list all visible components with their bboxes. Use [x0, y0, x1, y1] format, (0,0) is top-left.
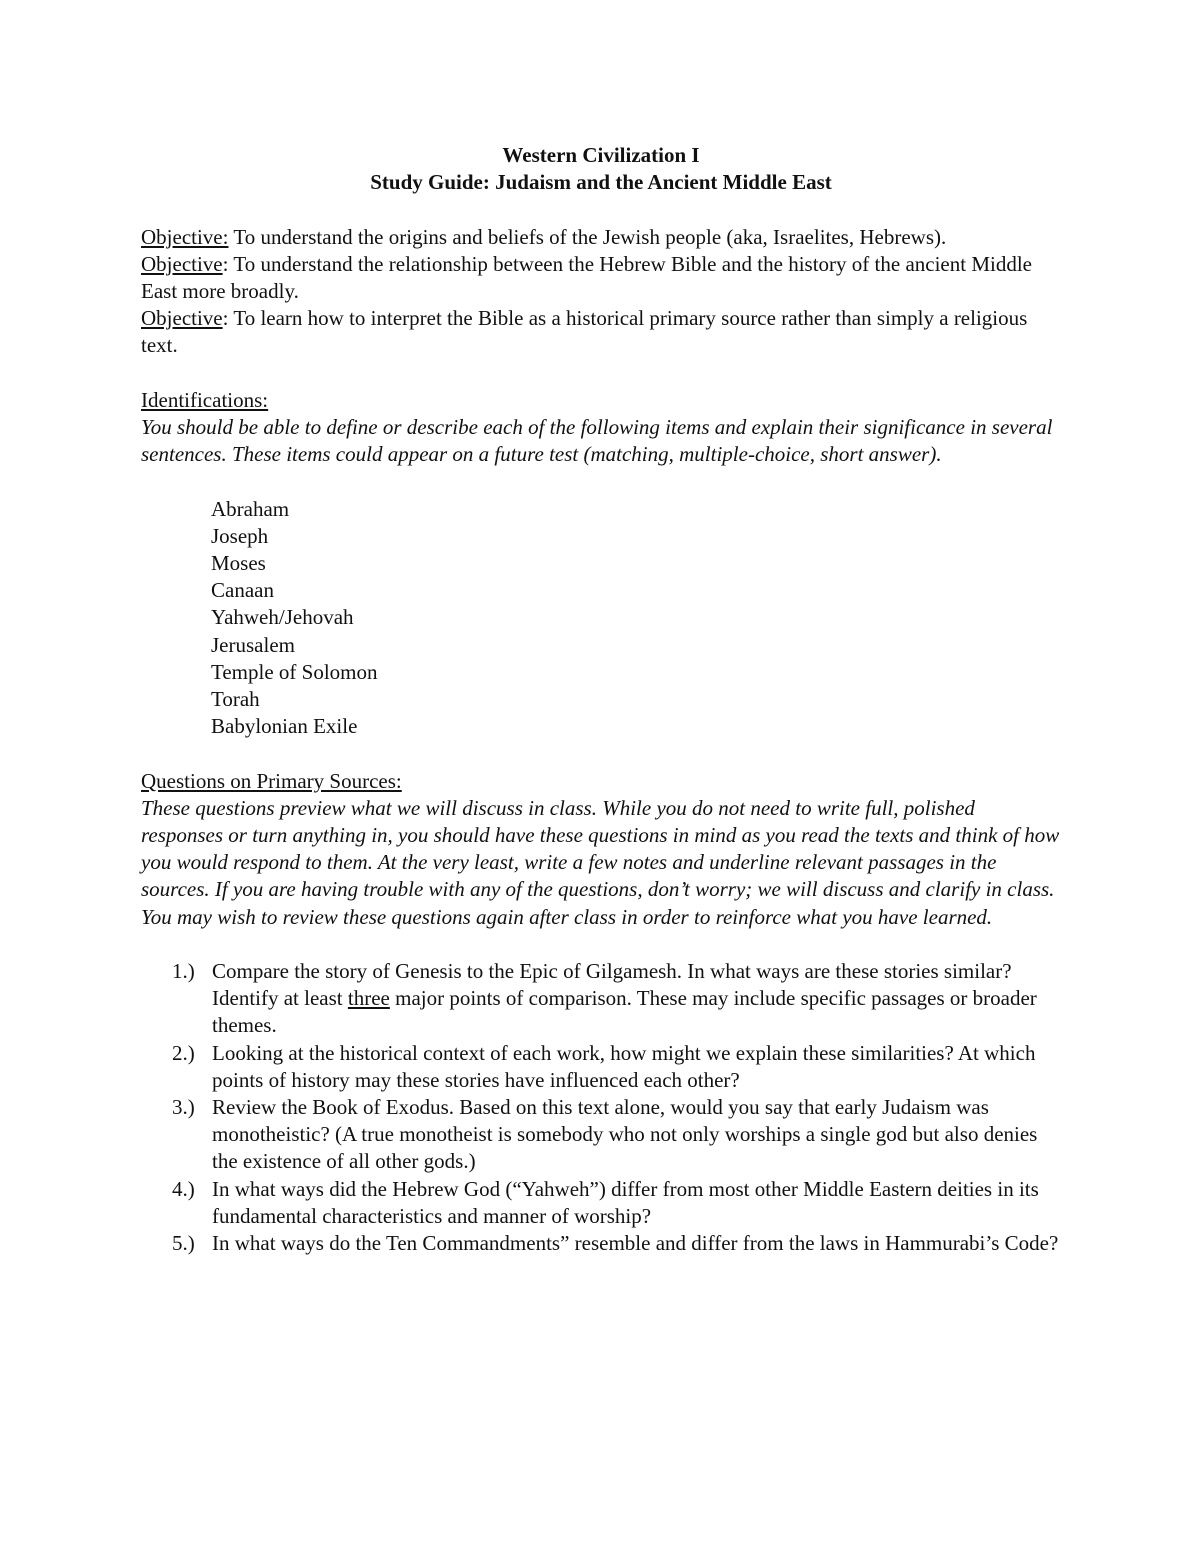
- question-text: major points of comparison. These may include specific passages or broader themes.: [212, 986, 1037, 1038]
- list-item: Babylonian Exile: [211, 714, 358, 739]
- question-1: [141, 958, 1061, 1040]
- spacer: [141, 740, 1061, 767]
- question-2: [141, 1040, 1061, 1094]
- list-item: Temple of Solomon: [211, 659, 378, 684]
- question-number: 2.): [172, 1040, 195, 1065]
- question-number: 3.): [172, 1095, 195, 1120]
- spacer: [141, 931, 1061, 958]
- list-item: Joseph: [211, 523, 269, 548]
- question-text: Review the Book of Exodus. Based on this text alone, would you say that early Judaism was monotheistic? (A true monotheist is somebody who not only worships a single god but also denies the existence of all other gods.): [212, 1095, 1038, 1174]
- question-5: [141, 1230, 1061, 1257]
- question-text: In what ways do the Ten Commandments” resemble and differ from the laws in Hammurabi’s Code?: [212, 1231, 1059, 1256]
- identifications-instructions: You should be able to define or describe each of the following items and explain their significance in several sentences. These items could appear on a future test (matching, multiple-choice, short answer).: [141, 415, 1053, 467]
- list-item: Moses: [211, 551, 266, 575]
- question-text: Looking at the historical context of each work, how might we explain these similarities? At which points of history may these stories have influenced each other?: [212, 1040, 1036, 1092]
- questions-heading: Questions on Primary Sources:: [141, 768, 402, 793]
- list-item: Torah: [211, 687, 260, 712]
- objective-text: : To learn how to interpret the Bible as a historical primary source rather than simply a religious text.: [141, 306, 1028, 358]
- questions-instructions: These questions preview what we will discuss in class. While you do not need to write full, polished responses or turn anything in, you should have these questions in mind as you read the texts and think of how you would respond to them. At the very least, write a few notes and underline relevant passages in the sources. If you are having trouble with any of the questions, don’t worry; we will discuss and clarify in class. You may wish to review these questions again after class in order to reinforce what you have learned.: [141, 795, 1060, 929]
- questions-list: [141, 958, 1061, 1257]
- list-item: Canaan: [211, 578, 274, 603]
- objective-text: : To understand the relationship between the Hebrew Bible and the history of the ancient Middle East more broadly.: [141, 251, 1032, 303]
- study-guide-page: [141, 142, 1061, 1257]
- spacer: [141, 196, 1061, 223]
- objective-2: [141, 251, 1061, 305]
- objective-label: Objective:: [141, 224, 229, 249]
- spacer: [141, 468, 1061, 495]
- identifications-list: [141, 496, 1061, 741]
- question-4: [141, 1176, 1061, 1230]
- identifications-heading: Identifications:: [141, 387, 269, 412]
- question-number: 1.): [172, 959, 195, 984]
- objective-label: Objective: [141, 251, 223, 276]
- guide-title: Study Guide: Judaism and the Ancient Middle East: [370, 170, 832, 195]
- list-item: Jerusalem: [211, 632, 295, 657]
- objective-text: To understand the origins and beliefs of the Jewish people (aka, Israelites, Hebrews).: [228, 224, 947, 249]
- question-text: Compare the story of Genesis to the Epic of Gilgamesh. In what ways are these stories similar? Identify at least: [212, 959, 1012, 1011]
- question-number: 4.): [172, 1176, 195, 1201]
- question-3: [141, 1094, 1061, 1176]
- objective-1: [141, 224, 1061, 251]
- objective-label: Objective: [141, 306, 223, 331]
- list-item: Yahweh/Jehovah: [211, 605, 354, 630]
- list-item: Abraham: [211, 496, 290, 521]
- course-title: Western Civilization I: [502, 143, 700, 167]
- question-emphasis: three: [347, 986, 390, 1011]
- question-number: 5.): [172, 1231, 195, 1256]
- question-text: In what ways did the Hebrew God (“Yahweh”) differ from most other Middle Eastern deities in its fundamental characteristics and manner of worship?: [212, 1176, 1039, 1228]
- objective-3: [141, 305, 1061, 359]
- spacer: [141, 360, 1061, 387]
